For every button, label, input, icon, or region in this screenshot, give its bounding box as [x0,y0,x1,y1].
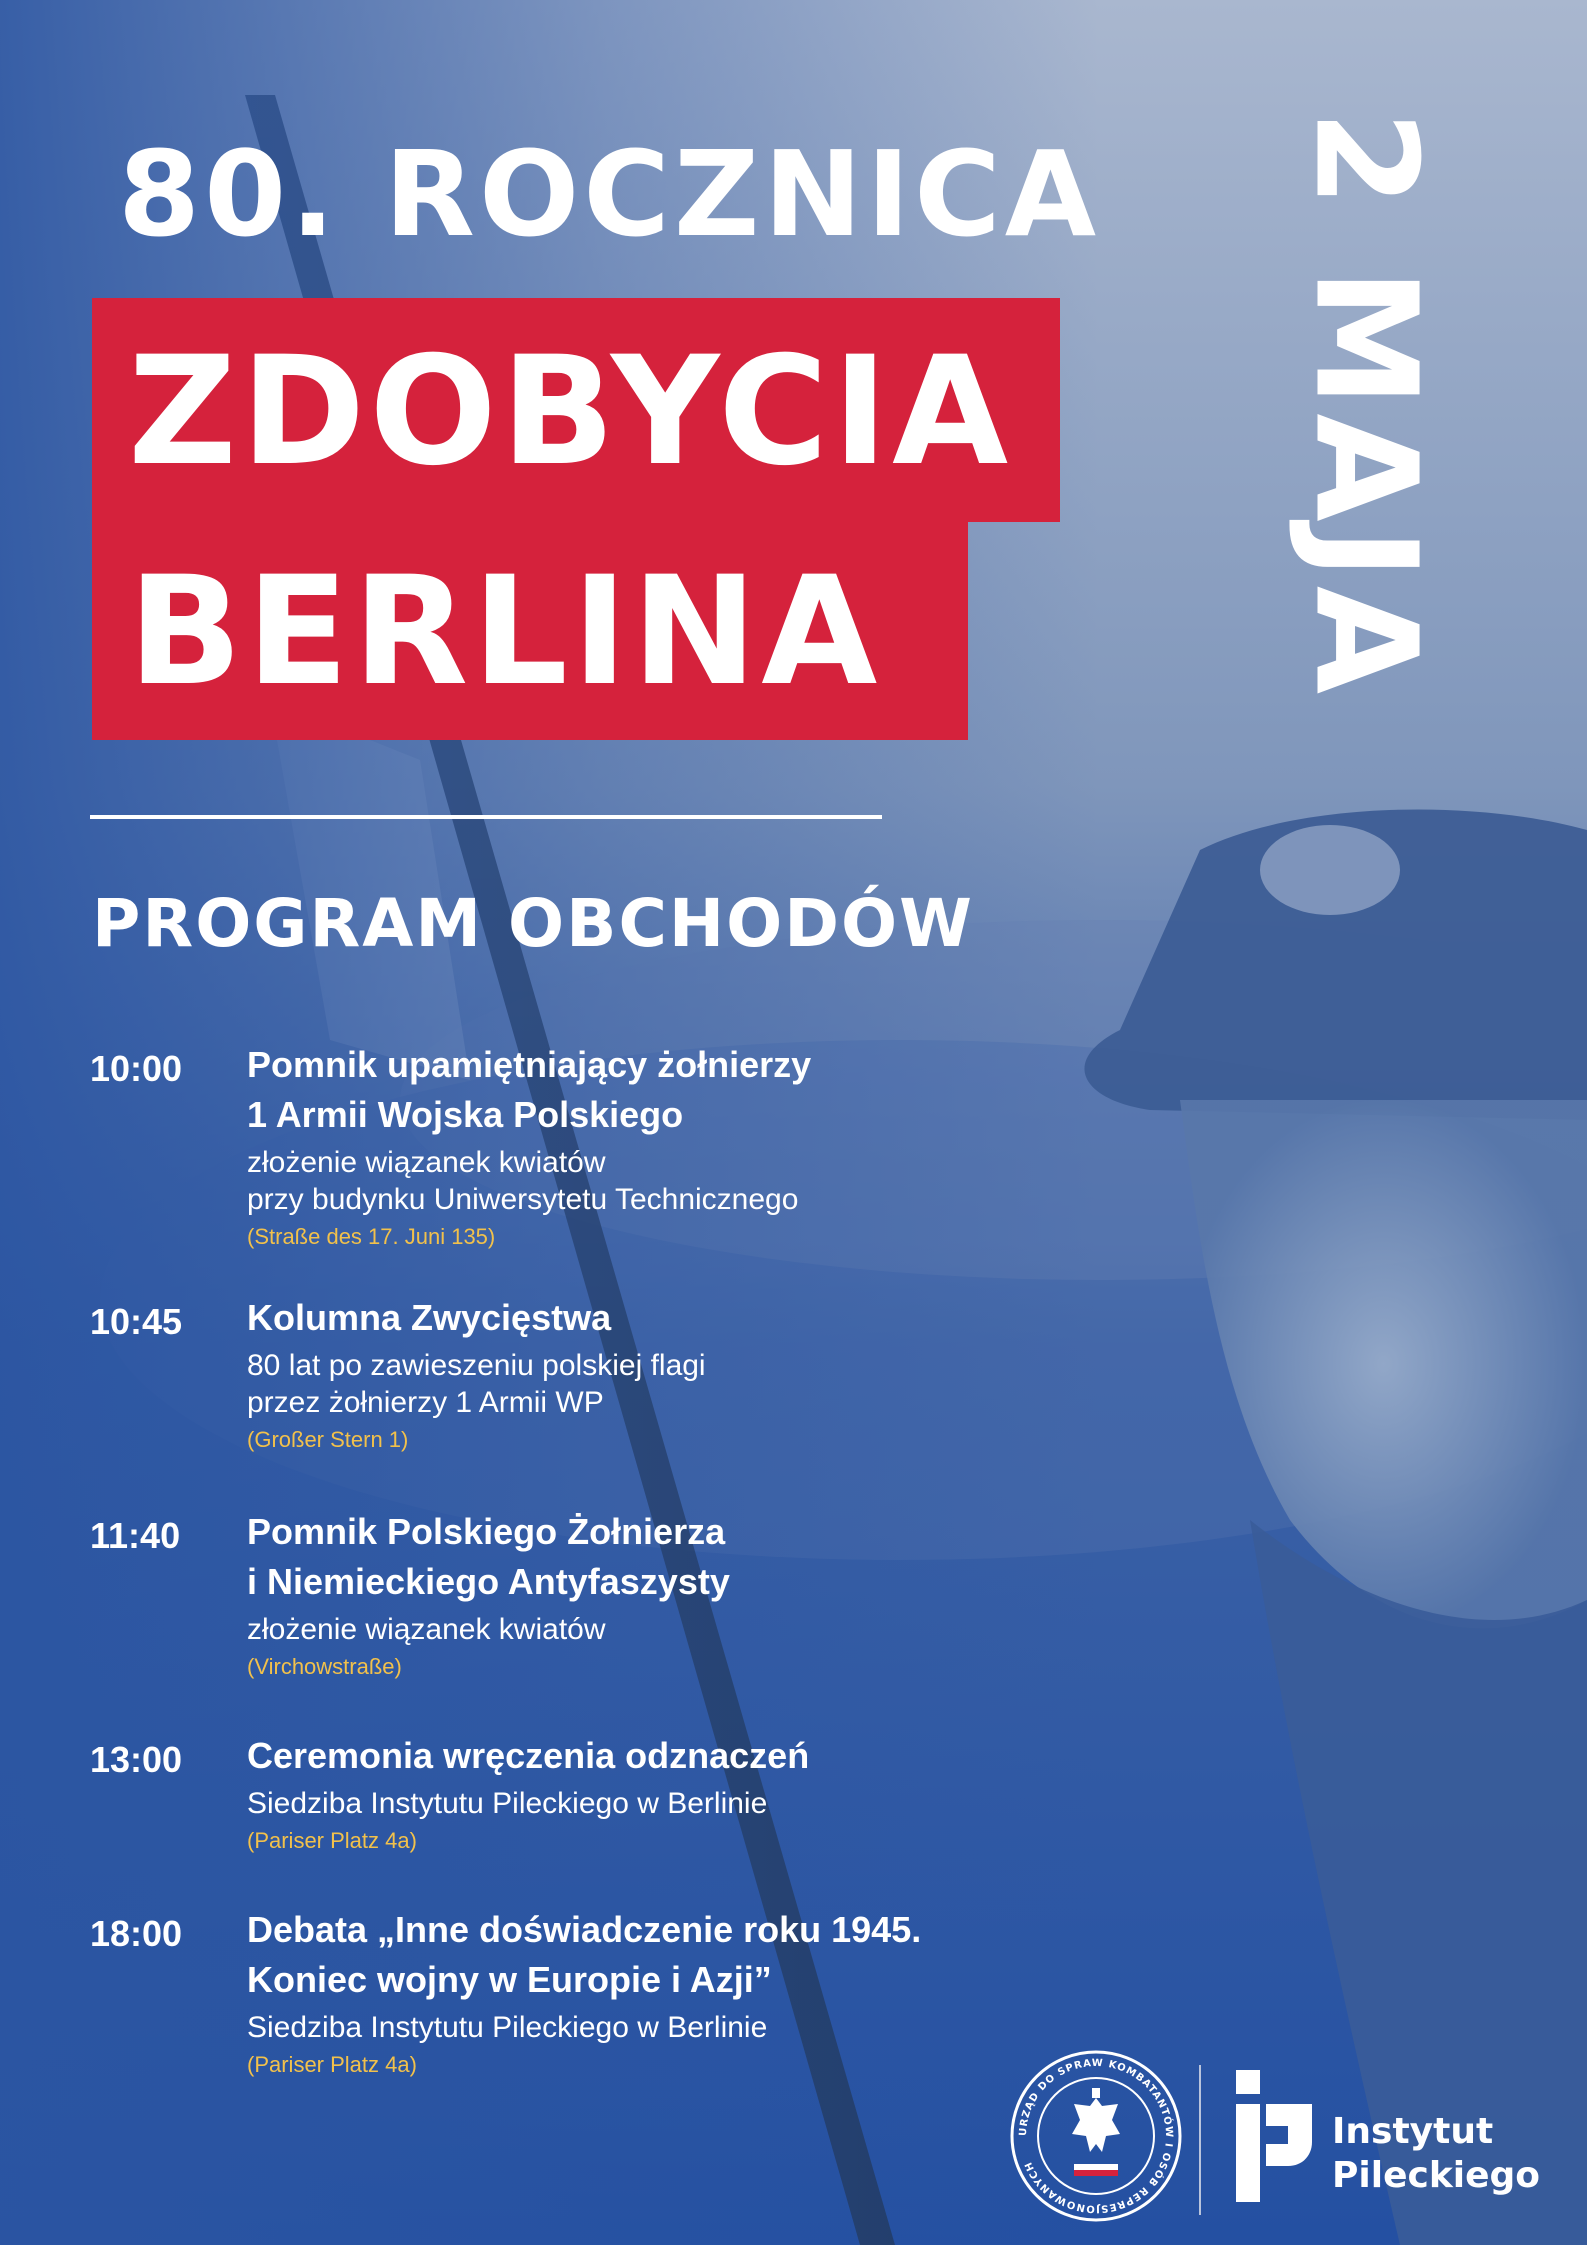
event-description: Siedziba Instytutu Pileckiego w Berlinie [247,2011,768,2044]
instytut-pileckiego-logo-icon [1232,2070,1312,2202]
event-body [247,1731,1107,1858]
title-berlina: BERLINA [128,545,882,719]
event-title: i Niemieckiego Antyfaszysty [247,1561,730,1602]
event-title: Debata „Inne doświadczenie roku 1945. [247,1909,922,1950]
udskior-seal-logo [1008,2048,1184,2224]
event-description: przy budynku Uniwersytetu Technicznego [247,1183,799,1216]
event-time: 18:00 [90,1913,183,1954]
eagle-icon [1072,2088,1120,2152]
event-time: 13:00 [90,1739,183,1780]
title-anniversary: 80. ROCZNICA [118,125,1101,263]
date-text: 2 MAJA [1283,109,1447,701]
event-description: przez żołnierzy 1 Armii WP [247,1386,604,1419]
event-address: (Pariser Platz 4a) [247,1828,417,1853]
event-description: złożenie wiązanek kwiatów [247,1146,606,1179]
event-title: Kolumna Zwycięstwa [247,1297,612,1338]
event-title: Ceremonia wręczenia odznaczeń [247,1735,810,1776]
event-title: 1 Armii Wojska Polskiego [247,1094,684,1135]
event-description: 80 lat po zawieszeniu polskiej flagi [247,1349,706,1382]
footer-separator [1199,2065,1201,2215]
event-body [247,1507,1107,1684]
event-address: (Virchowstraße) [247,1654,402,1679]
event-title: Pomnik Polskiego Żołnierza [247,1511,726,1552]
date-vertical [1283,109,1447,701]
event-title: Pomnik upamiętniający żołnierzy [247,1044,812,1085]
event-body [247,1905,1107,2082]
event-description: złożenie wiązanek kwiatów [247,1613,606,1646]
event-time: 10:45 [90,1301,183,1342]
event-address: (Pariser Platz 4a) [247,2052,417,2077]
institute-name [1332,2110,1540,2198]
event-address: (Großer Stern 1) [247,1427,409,1452]
event-time: 10:00 [90,1048,183,1089]
event-description: Siedziba Instytutu Pileckiego w Berlinie [247,1787,768,1820]
program-heading: PROGRAM OBCHODÓW [92,885,974,962]
institute-name-line1: Instytut [1332,2111,1494,2152]
seal-text: URZĄD DO SPRAW KOMBATANTÓW I OSÓB REPRESJONOWANYCH [1017,2057,1175,2215]
event-time: 11:40 [90,1515,181,1556]
event-address: (Straße des 17. Juni 135) [247,1224,496,1249]
event-body [247,1040,1107,1254]
title-zdobycia: ZDOBYCIA [128,325,1013,499]
divider-line [90,815,882,819]
event-title: Koniec wojny w Europie i Azji” [247,1959,772,2000]
institute-name-line2: Pileckiego [1332,2155,1541,2196]
event-body [247,1293,1107,1457]
